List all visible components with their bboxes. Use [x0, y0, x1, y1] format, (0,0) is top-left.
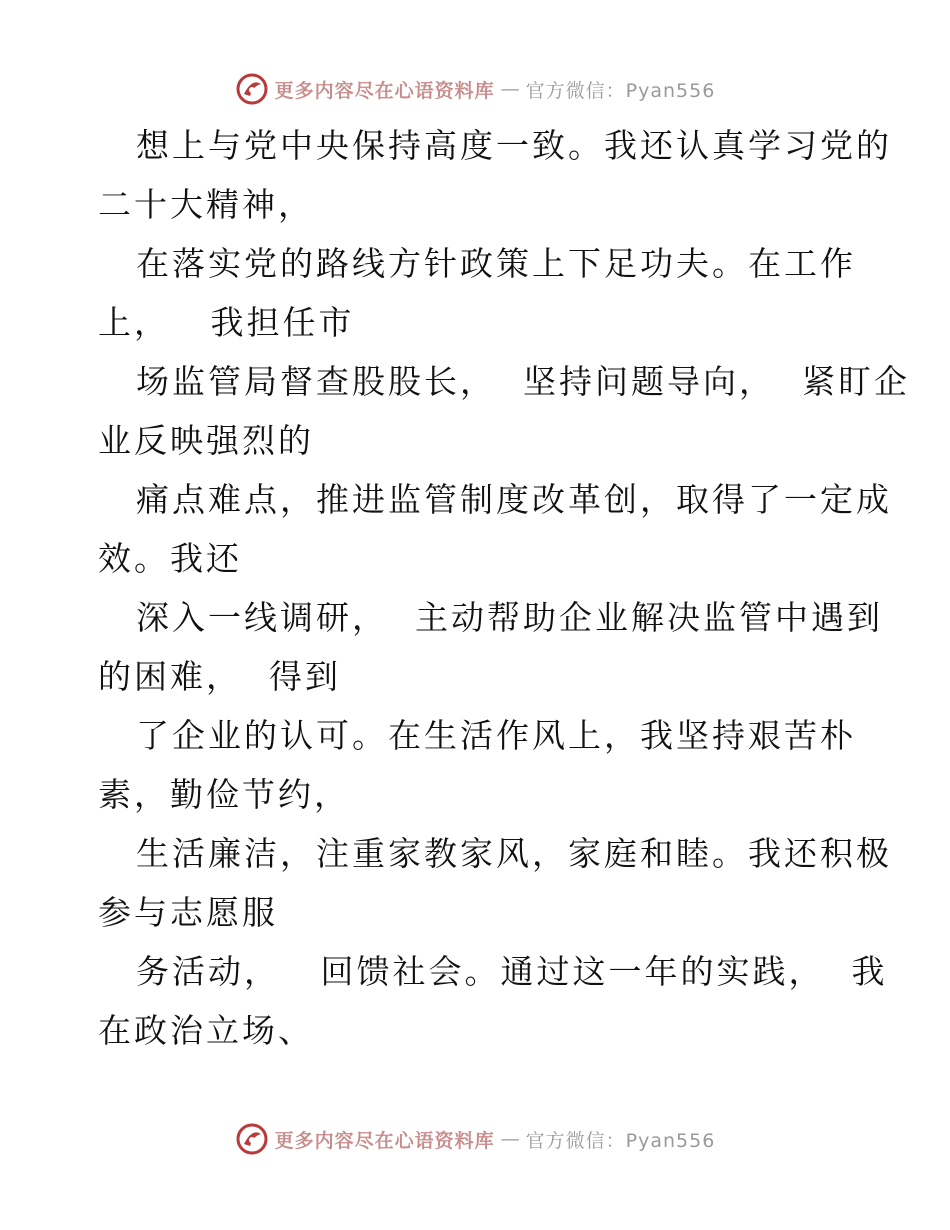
document-body	[98, 122, 910, 1066]
watermark-wechat: 官方微信：Pyan556	[525, 1129, 716, 1152]
watermark-separator: —	[500, 1128, 520, 1150]
text-line: 素，勤俭节约，	[98, 775, 350, 814]
header-watermark	[0, 72, 950, 106]
text-line: 深入一线调研， 主动帮助企业解决监管中遇到	[136, 598, 883, 637]
text-line: 在落实党的路线方针政策上下足功夫。在工作	[136, 244, 856, 283]
red-swirl-logo-icon	[235, 1122, 269, 1156]
text-line: 的困难， 得到	[98, 657, 341, 696]
text-line: 了企业的认可。在生活作风上，我坚持艰苦朴	[136, 716, 856, 755]
text-line: 上， 我担任市	[98, 303, 355, 342]
text-line: 场监管局督查股股长， 坚持问题导向， 紧盯企	[136, 362, 910, 401]
red-swirl-logo-icon	[235, 72, 269, 106]
text-line: 在政治立场、	[98, 1011, 314, 1050]
text-line: 痛点难点，推进监管制度改革创，取得了一定成	[136, 480, 892, 519]
watermark-wechat: 官方微信：Pyan556	[525, 79, 716, 102]
text-line: 效。我还	[98, 539, 242, 578]
text-line: 二十大精神，	[98, 185, 314, 224]
watermark-separator: —	[500, 78, 520, 100]
watermark-text: 更多内容尽在心语资料库	[274, 79, 495, 102]
text-line: 生活廉洁，注重家教家风，家庭和睦。我还积极	[136, 834, 892, 873]
text-line: 务活动， 回馈社会。通过这一年的实践， 我	[136, 952, 888, 991]
footer-watermark	[0, 1122, 950, 1156]
text-line: 参与志愿服	[98, 893, 278, 932]
text-line: 业反映强烈的	[98, 421, 314, 460]
text-line: 想上与党中央保持高度一致。我还认真学习党的	[136, 126, 892, 165]
watermark-text: 更多内容尽在心语资料库	[274, 1129, 495, 1152]
